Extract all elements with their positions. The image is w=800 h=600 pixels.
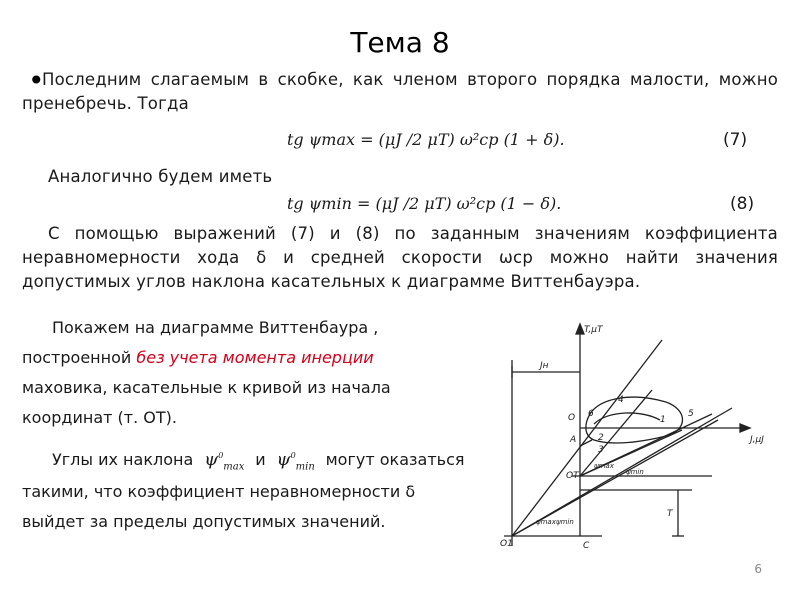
psi-max-diagram-label: ψmax — [536, 518, 556, 526]
formula-psi-max: tg ψmax = (μJ /2 μT) ω²ср (1 + δ). — [287, 130, 565, 149]
formula-psi-min: tg ψmin = (μJ /2 μT) ω²ср (1 − δ). — [287, 194, 562, 213]
x-axis-arrow — [740, 424, 750, 432]
point-6-label: 6 — [588, 409, 594, 419]
point-3-label: 3 — [598, 445, 604, 455]
left-line-3: маховика, касательные к кривой из начала — [22, 378, 391, 397]
paragraph-similarly: Аналогично будем иметь — [48, 167, 273, 186]
x-axis-label: J,μJ — [750, 435, 764, 445]
j-label: Jн — [540, 361, 549, 371]
slide-title: Тема 8 — [350, 26, 450, 59]
y-axis-arrow — [576, 324, 584, 334]
point-5-label: 5 — [688, 409, 694, 419]
page-number: 6 — [754, 562, 762, 576]
point-2-label: 2 — [598, 433, 604, 443]
left-line-6: такими, что коэффициент неравномерности δ — [22, 482, 416, 501]
equation-number-8: (8) — [730, 194, 755, 214]
o-label: O — [568, 413, 576, 423]
y-axis-label: T,μT — [584, 325, 603, 335]
psi-min-symbol: $\psi^0_{min}$ — [270, 449, 315, 473]
psi-min-ot-label: ψmin — [626, 468, 644, 476]
paragraph-intro: Последним слагаемым в скобке, как членом второго порядка малости, можно пренебречь. Тогда — [22, 70, 778, 113]
t-label: T — [667, 509, 673, 519]
wittenbauer-diagram — [482, 318, 782, 570]
left-line-5-pre: Углы их наклона — [52, 450, 194, 469]
bullet-icon: • — [28, 64, 45, 97]
left-line-4: координат (т. OT). — [22, 408, 177, 427]
left-line-5-and: и — [255, 450, 266, 469]
paragraph-expressions: С помощью выражений (7) и (8) по заданным значениям коэффициента неравномерности хода δ и средней скорости ωср можно найти значения допустимых углов наклона касательных к диаграмме Виттенбауэра. — [22, 224, 778, 291]
highlight-no-inertia: без учета момента инерции — [136, 348, 374, 367]
psi-max-symbol: $\psi^0_{max}$ — [198, 449, 245, 473]
left-line-2-text: построенной — [22, 348, 137, 367]
psi-max-ot-label: ψmax — [594, 462, 614, 470]
point-4-label: 4 — [618, 395, 624, 405]
ot-label: OT — [566, 471, 579, 481]
o1-label: O1 — [500, 539, 513, 549]
point-1-label: 1 — [660, 415, 666, 425]
left-line-5 — [52, 446, 465, 478]
left-line-2 — [22, 348, 374, 368]
equation-number-7: (7) — [723, 130, 748, 150]
a-label: A — [570, 435, 577, 445]
left-line-1: Покажем на диаграмме Виттенбаура , — [52, 318, 379, 337]
left-line-7: выйдет за пределы допустимых значений. — [22, 512, 386, 531]
c-label: C — [583, 541, 590, 551]
left-line-5-post: могут оказаться — [325, 450, 465, 469]
psi-min-diagram-label: ψmin — [556, 518, 574, 526]
